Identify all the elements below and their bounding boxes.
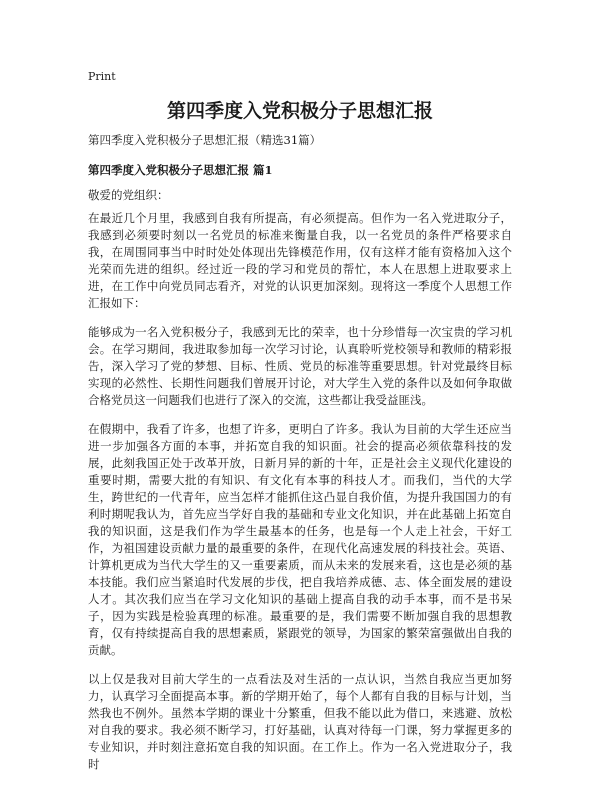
page-title: 第四季度入党积极分子思想汇报 xyxy=(166,100,433,122)
paragraph: 以上仅是我对目前大学生的一点看法及对生活的一点认识，当然自我应当更加努力，认真学习全面提高本事。新的学期开始了，每个人都有自我的目标与计划，当然我也不例外。虽然本学期的课业十分繁重，但我不能以此为借口，来逃避、放松对自我的要求。我必须不断学习，打好基础，认真对待每一门课，努力掌握更多的专业知识，并时刻注意拓宽自我的知识面。在工作上。作为一名入党进取分子，我时 xyxy=(88,672,512,771)
greeting-line: 敬爱的党组织： xyxy=(88,188,169,202)
paragraph: 能够成为一名入党积极分子，我感到无比的荣幸，也十分珍惜每一次宝贵的学习机会。在学习期间，我进取参加每一次学习讨论，认真聆听党校领导和教师的精彩报告，深入学习了党的梦想、目标、性质、党员的标准等重要思想。针对党最终目标实现的必然性、长期性问题我们曾展开讨论，对大学生入党的条件以及如何争取做合格党员这一问题我们也进行了深入的交流，这些都让我受益匪浅。 xyxy=(88,325,512,407)
document-body xyxy=(88,210,512,785)
section-heading: 第四季度入党积极分子思想汇报 篇1 xyxy=(88,163,273,177)
document-subtitle: 第四季度入党积极分子思想汇报（精选31篇） xyxy=(88,133,322,147)
paragraph: 在最近几个月里，我感到自我有所提高，有必须提高。但作为一名入党进取分子，我感到必须要时刻以一名党员的标准来衡量自我，以一名党员的条件严格要求自我，在周围同事当中时时处处体现出先锋模范作用，仅有这样才能有资格加入这个光荣而先进的组织。经过近一段的学习和党员的帮忙，本人在思想上进取要求上进，在工作中向党员同志看齐，对党的认识更加深刻。现将这一季度个人思想工作汇报如下： xyxy=(88,211,512,310)
paragraph: 在假期中，我看了许多，也想了许多，更明白了许多。我认为目前的大学生还应当进一步加强各方面的本事，并拓宽自我的知识面。社会的提高必须依靠科技的发展，此刻我国正处于改革开放，日新月异的新的十年，正是社会主义现代化建设的重要时期，需要大批的有知识、有文化有本事的科技人才。而我们，当代的大学生，跨世纪的一代青年，应当怎样才能抓住这凸显自我价值，为提升我国国力的有利时期呢我认为，首先应当学好自我的基础和专业文化知识，并在此基础上拓宽自我的知识面，这是我们作为学生最基本的任务，也是每一个人走上社会，干好工作，为祖国建设贡献力量的最重要的条件，在现代化高速发展的科技社会。英语、计算机更成为当代大学生的又一重要素质，而从未来的发展来看，这也是必须的基本技能。我们应当紧追时代发展的步伐，把自我培养成德、志、体全面发展的建设人才。其次我们应当在学习文化知识的基础上提高自我的动手本事，而不是书呆子，因为实践是检验真理的标准。最重要的是，我们需要不断加强自我的思想教育，仅有持续提高自我的思想素质，紧跟党的领导，为国家的繁荣富强做出自我的贡献。 xyxy=(88,422,512,657)
print-link[interactable]: Print xyxy=(88,70,116,83)
